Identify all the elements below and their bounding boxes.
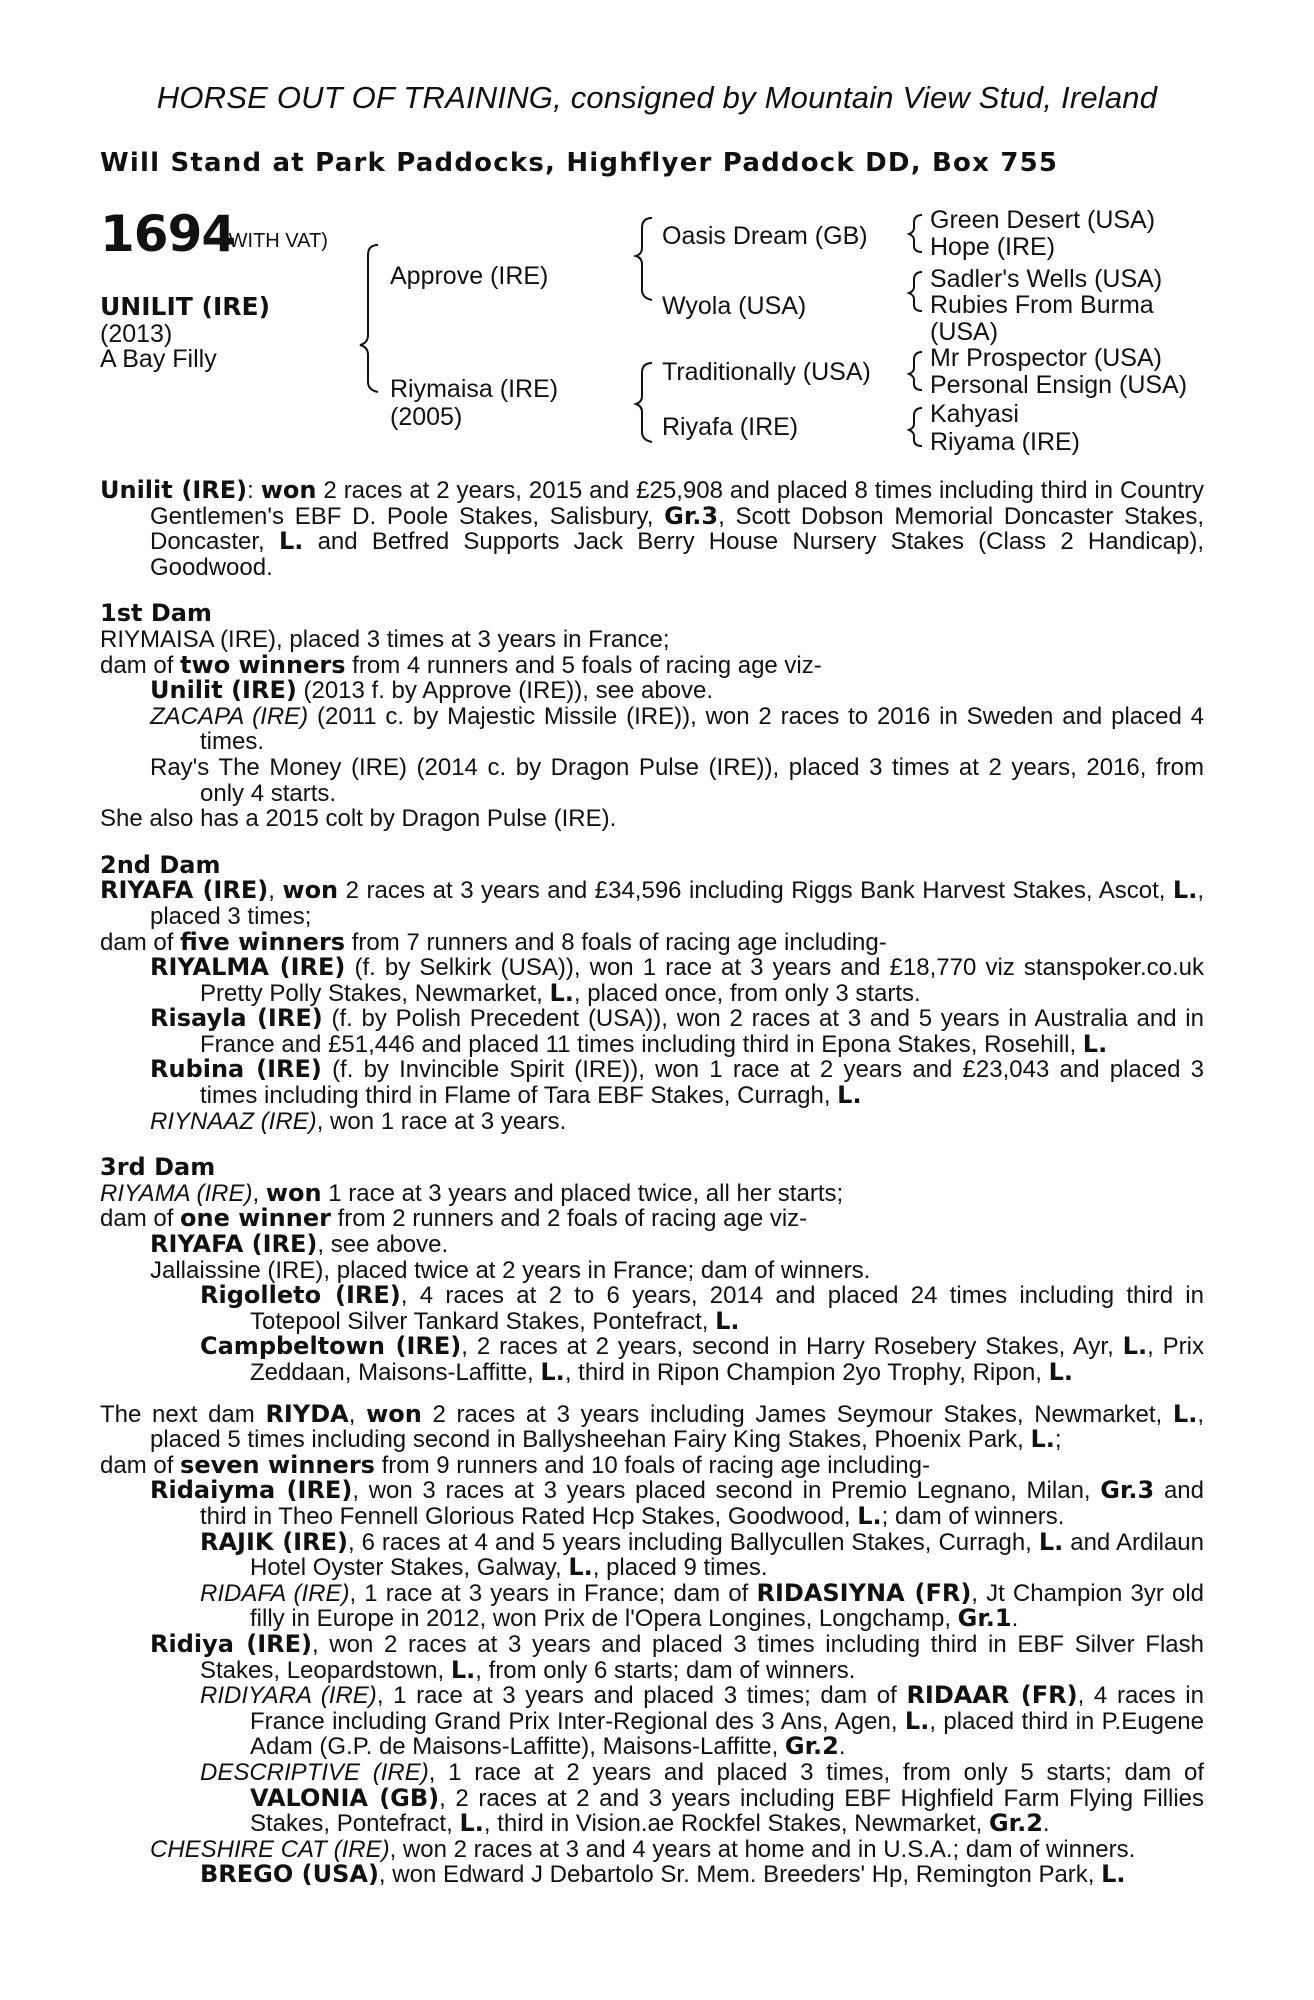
list-item	[100, 1109, 1204, 1135]
text-run: , won Edward J Debartolo Sr. Mem. Breeders' Hp, Remington Park,	[378, 1861, 1102, 1889]
text-run: L.	[1038, 1527, 1064, 1556]
dds: Kahyasi	[930, 400, 1019, 428]
text-run: Ridaiyma (IRE)	[150, 1476, 353, 1505]
list-item	[100, 1862, 1204, 1888]
text-run: , placed 9 times.	[592, 1554, 768, 1582]
list-item	[100, 1006, 1204, 1057]
dss: Mr Prospector (USA)	[930, 344, 1162, 372]
text-run: , won 2 races at 3 years and placed 3 times including third in EBF Silver Flash Stakes, Leopardstown,	[200, 1630, 1204, 1684]
text-run: , third in Ripon Champion 2yo Trophy, Ripon,	[564, 1359, 1049, 1386]
text-run: VALONIA (GB)	[250, 1783, 440, 1812]
text-run: (f. by Invincible Spirit (IRE)), won 1 race at 2 years and £23,043 and placed 3 times including third in Flame of Tara EBF Stakes, Curragh,	[200, 1056, 1204, 1110]
sds: Sadler's Wells (USA)	[930, 265, 1163, 293]
list-item	[100, 678, 1204, 704]
text-run: Ridiya (IRE)	[150, 1629, 313, 1658]
text-run: , won 3 races at 3 years placed second in Premio Legnano, Milan,	[352, 1477, 1101, 1505]
second-dam-line	[100, 878, 1204, 929]
text-run: and Ardilaun Hotel Oyster Stakes, Galway,	[250, 1528, 1205, 1582]
text-run: L.	[459, 1809, 484, 1838]
text-run: , placed once, from only 3 starts.	[573, 979, 921, 1007]
text-run: won	[265, 1178, 322, 1207]
text-run: L.	[857, 1501, 882, 1530]
list-item	[100, 1283, 1204, 1334]
text-run: from 9 runners and 10 foals of racing age including-	[374, 1451, 930, 1479]
text-run: .	[1011, 1605, 1019, 1633]
list-item: Ray's The Money (IRE) (2014 c. by Dragon Pulse (IRE)), placed 3 times at 2 years, 2016, from only 4 starts.	[150, 753, 1204, 807]
horse-year: (2013)	[100, 320, 173, 348]
third-dam-produce	[100, 1206, 1204, 1232]
text-run: Gr.3	[1100, 1476, 1155, 1505]
text-run: L.	[1030, 1425, 1055, 1454]
text-run: , won 2 races at 3 and 4 years at home and in U.S.A.; dam of winners.	[389, 1835, 1136, 1863]
list-item	[100, 1334, 1204, 1385]
text-run: L.	[1172, 876, 1198, 905]
text-run: , placed third in P.Eugene Adam (G.P. de Maisons-Laffitte), Maisons-Laffitte,	[250, 1707, 1204, 1761]
text-run: Risayla (IRE)	[150, 1004, 323, 1033]
next-dam-line	[100, 1399, 1204, 1454]
text-run: (f. by Selkirk (USA)), won 1 race at 3 years and £18,770 viz stanspoker.co.uk Pretty Polly Stakes, Newmarket,	[200, 954, 1204, 1007]
dam: Riymaisa (IRE)	[390, 375, 559, 403]
text-run: Rigolleto (IRE)	[200, 1281, 401, 1310]
text-run: L.	[540, 1358, 565, 1386]
sire: Approve (IRE)	[390, 262, 549, 290]
text-run: ; dam of winners.	[881, 1502, 1065, 1530]
text-run: 2 races at 3 years including James Seymour Stakes, Newmarket,	[421, 1400, 1173, 1428]
list-item	[100, 1578, 1204, 1633]
sire-dam: Wyola (USA)	[662, 292, 807, 320]
list-item	[100, 1683, 1204, 1760]
text-run: RIYNAAZ (IRE)	[150, 1107, 317, 1135]
text-run: , third in Vision.ae Rockfel Stakes, Newmarket,	[483, 1810, 989, 1838]
text-run: Unilit (IRE)	[150, 676, 297, 705]
text-run: RIDASIYNA (FR)	[756, 1578, 972, 1607]
text-run: one winner	[180, 1204, 331, 1233]
text-run: RAJIK (IRE)	[200, 1527, 348, 1556]
sss: Green Desert (USA)	[930, 206, 1156, 234]
list-item	[100, 1837, 1204, 1863]
text-run: dam of	[100, 1205, 181, 1233]
text-run: ,	[348, 1400, 367, 1428]
text-run: won	[260, 476, 317, 504]
text-run: 1 race at 3 years and placed twice, all her starts;	[321, 1179, 844, 1207]
pedigree-brackets	[0, 0, 1314, 470]
text-run: (f. by Polish Precedent (USA)), won 2 races at 3 and 5 years in Australia and in France and £51,446 and placed 11 times including third in Epona Stakes, Rosehill,	[200, 1005, 1204, 1058]
sdd-line2: (USA)	[930, 318, 999, 346]
second-dam-produce	[100, 927, 1204, 956]
text-run: Campbeltown (IRE)	[200, 1332, 462, 1361]
text-run: won	[366, 1399, 422, 1428]
text-run: ,	[252, 1179, 266, 1207]
text-run: RIYDA	[265, 1399, 349, 1428]
text-run: RIYAFA (IRE)	[100, 876, 269, 905]
list-item	[100, 955, 1204, 1006]
text-run: , 1 race at 3 years and placed 3 times; dam of	[376, 1682, 907, 1710]
dam-dam: Riyafa (IRE)	[662, 413, 799, 441]
text-run: , see above.	[317, 1231, 449, 1259]
first-dam-line: RIYMAISA (IRE), placed 3 times at 3 years in France;	[100, 625, 670, 653]
third-dam-heading: 3rd Dam	[100, 1153, 216, 1182]
text-run: 2 races at 2 years, 2015 and £25,908 and placed 8 times including third in Country Gentlemen's EBF D. Poole Stakes, Salisbury,	[150, 477, 1205, 530]
text-run: , 4 races in France including Grand Prix Inter-Regional des 3 Ans, Agen,	[250, 1682, 1204, 1735]
text-run: The next dam	[100, 1400, 266, 1428]
text-run: L.	[904, 1706, 930, 1735]
text-run: :	[247, 477, 261, 504]
ddd: Riyama (IRE)	[930, 428, 1081, 456]
text-run: L.	[568, 1553, 593, 1582]
text-run: L.	[1172, 1399, 1198, 1428]
text-run: , from only 6 starts; dam of winners.	[475, 1656, 856, 1684]
text-run: L.	[450, 1655, 476, 1684]
text-run: dam of	[100, 651, 181, 679]
lot-number: 1694	[100, 205, 236, 263]
text-run: and third in Theo Fennell Glorious Rated Hcp Stakes, Goodwood,	[200, 1477, 1204, 1530]
text-run: L.	[837, 1081, 862, 1110]
text-run: L.	[715, 1306, 740, 1335]
list-item: Jallaissine (IRE), placed twice at 2 years in France; dam of winners.	[150, 1256, 871, 1284]
text-run: Gr.2	[784, 1732, 839, 1761]
text-run: RIYAMA (IRE)	[100, 1179, 253, 1207]
dsd: Personal Ensign (USA)	[930, 371, 1188, 399]
horse-description: A Bay Filly	[100, 345, 217, 373]
text-run: L.	[278, 527, 304, 556]
text-run: CHESHIRE CAT (IRE)	[150, 1835, 390, 1863]
text-run: , Scott Dobson Memorial Doncaster Stakes, Doncaster,	[150, 502, 1204, 556]
text-run: L.	[549, 978, 574, 1007]
text-run: Unilit (IRE)	[100, 476, 248, 504]
text-run: (2011 c. by Majestic Missile (IRE)), won 2 races to 2016 in Sweden and placed 4 times.	[200, 702, 1204, 756]
list-item	[100, 1527, 1205, 1582]
text-run: , placed 3 times;	[150, 877, 1204, 930]
text-run: ZACAPA (IRE)	[150, 702, 309, 730]
text-run: RIDAFA (IRE)	[200, 1579, 350, 1607]
sire-sire: Oasis Dream (GB)	[662, 222, 868, 250]
text-run: five winners	[180, 927, 346, 956]
text-run: , 2 races at 2 and 3 years including EBF Highfield Farm Flying Fillies Stakes, Pontefract,	[250, 1784, 1204, 1838]
text-run: from 4 runners and 5 foals of racing age viz-	[345, 651, 822, 679]
list-item	[100, 1478, 1204, 1529]
text-run: RIYALMA (IRE)	[150, 953, 346, 982]
first-dam-note: She also has a 2015 colt by Dragon Pulse (IRE).	[100, 805, 617, 833]
list-item	[100, 1760, 1204, 1837]
third-dam-line	[100, 1178, 1204, 1207]
stabling-location: Will Stand at Park Paddocks, Highflyer Paddock DD, Box 755	[100, 148, 1059, 178]
dam-sire: Traditionally (USA)	[662, 358, 871, 386]
text-run: from 7 runners and 8 foals of racing age including-	[345, 928, 887, 956]
text-run: .	[1042, 1810, 1050, 1838]
text-run: ;	[1054, 1426, 1062, 1454]
catalogue-text	[100, 478, 1204, 1888]
text-run: .	[838, 1733, 846, 1761]
text-run: two winners	[180, 650, 346, 679]
ssd: Hope (IRE)	[930, 233, 1056, 261]
text-run: L.	[1082, 1029, 1108, 1058]
text-run: DESCRIPTIVE (IRE)	[200, 1758, 429, 1786]
text-run: seven winners	[180, 1450, 375, 1479]
page-title: HORSE OUT OF TRAINING, consigned by Mountain View Stud, Ireland	[156, 80, 1158, 115]
text-run: , won 1 race at 3 years.	[316, 1107, 567, 1135]
text-run: , placed 5 times including second in Ballysheehan Fairy King Stakes, Phoenix Park,	[150, 1400, 1204, 1454]
horse-name: UNILIT (IRE)	[100, 292, 270, 321]
text-run: RIDAAR (FR)	[906, 1681, 1078, 1710]
text-run: , 6 races at 4 and 5 years including Ballycullen Stakes, Curragh,	[347, 1528, 1039, 1556]
horse-record	[100, 478, 1204, 580]
text-run: (2013 f. by Approve (IRE)), see above.	[296, 677, 714, 705]
text-run: , 1 race at 2 years and placed 3 times, from only 5 starts; dam of	[428, 1758, 1204, 1786]
text-run: from 2 runners and 2 foals of racing age viz-	[330, 1205, 808, 1233]
text-run: , 2 races at 2 years, second in Harry Rosebery Stakes, Ayr,	[461, 1333, 1123, 1361]
text-run: , 1 race at 3 years in France; dam of	[349, 1579, 757, 1607]
list-item	[100, 1629, 1204, 1684]
list-item	[100, 704, 1204, 755]
text-run: 2 races at 3 years and £34,596 including Riggs Bank Harvest Stakes, Ascot,	[338, 877, 1173, 905]
text-run: dam of	[100, 928, 181, 956]
text-run: L.	[1048, 1358, 1074, 1386]
text-run: , 4 races at 2 to 6 years, 2014 and placed 24 times including third in Totepool Silver Tankard Stakes, Pontefract,	[250, 1282, 1204, 1335]
text-run: , Prix Zeddaan, Maisons-Laffitte,	[250, 1333, 1205, 1386]
first-dam-heading: 1st Dam	[100, 599, 212, 628]
text-run: ,	[268, 877, 283, 905]
text-run: L.	[1101, 1860, 1126, 1889]
text-run: RIDIYARA (IRE)	[200, 1682, 377, 1710]
text-run: Gr.1	[957, 1604, 1012, 1633]
dam-year: (2005)	[390, 403, 463, 431]
text-run: L.	[1122, 1332, 1148, 1361]
text-run: BREGO (USA)	[200, 1860, 379, 1889]
text-run: , Jt Champion 3yr old filly in Europe in 2012, won Prix de l'Opera Longines, Longchamp,	[250, 1579, 1204, 1633]
list-item	[100, 1232, 1204, 1258]
text-run: dam of	[100, 1451, 181, 1479]
next-dam-produce	[100, 1450, 1204, 1479]
text-run: Rubina (IRE)	[150, 1055, 322, 1084]
text-run: and Betfred Supports Jack Berry House Nursery Stakes (Class 2 Handicap), Goodwood.	[150, 528, 1204, 581]
text-run: Gr.2	[988, 1809, 1043, 1838]
sdd-line1: Rubies From Burma	[930, 291, 1154, 319]
text-run: RIYAFA (IRE)	[150, 1230, 318, 1259]
second-dam-heading: 2nd Dam	[100, 850, 221, 879]
first-dam-produce	[100, 650, 1204, 679]
text-run: Gr.3	[664, 501, 719, 530]
list-item	[100, 1057, 1204, 1108]
text-run: won	[282, 876, 339, 905]
vat-note: (WITH VAT)	[222, 230, 328, 252]
